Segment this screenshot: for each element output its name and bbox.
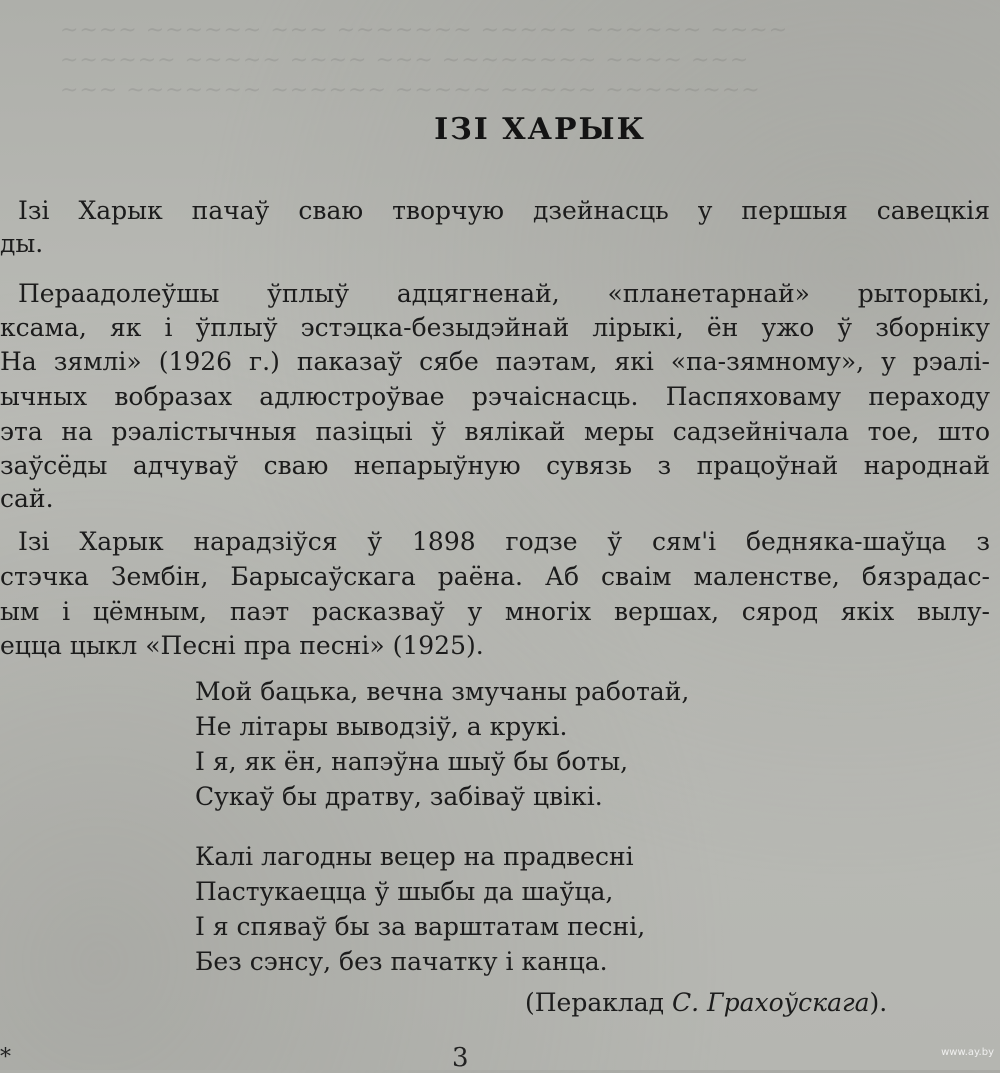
show-through-text: ~~~~~~ ~~~~~ ~~~~ ~~~ ~~~~~~~~ ~~~~ ~~~ (60, 48, 750, 73)
paragraph-3-line-4: ецца цыкл «Песні пра песні» (1925). (0, 631, 484, 660)
verse-line: І я, як ён, напэўна шыў бы боты, (195, 747, 629, 776)
paragraph-2-line-7: сай. (0, 484, 54, 513)
translation-credit (525, 988, 887, 1017)
page-title: ІЗІ ХАРЫК (434, 112, 646, 147)
watermark: www.ay.by (941, 1047, 994, 1058)
verse-line: Без сэнсу, без пачатку і канца. (195, 947, 608, 976)
credit-close: ). (869, 988, 888, 1017)
credit-open: (Пераклад (525, 988, 665, 1017)
paragraph-2-line-6: заўсёды адчуваў сваю непарыўную сувязь з працоўнай народнай (0, 451, 990, 480)
paragraph-1-line-1: Ізі Харык пачаў сваю творчую дзейнасць у першыя савецкія (18, 196, 990, 225)
verse-line: Мой бацька, вечна змучаны работай, (195, 677, 690, 706)
paragraph-2-line-5: эта на рэалістычныя пазіцыі ў вялікай меры садзейнічала тое, што (0, 417, 990, 446)
verse-line: Пастукаецца ў шыбы да шаўца, (195, 877, 614, 906)
verse-line: Сукаў бы дратву, забіваў цвікі. (195, 782, 603, 811)
paragraph-2-line-2: ксама, як і ўплыў эстэцка-безыдэйнай лірыкі, ён ужо ў зборніку (0, 313, 990, 342)
paragraph-3-line-2: стэчка Зембін, Барысаўскага раёна. Аб сваім маленстве, бязрадас- (0, 562, 990, 591)
paragraph-2-line-4: ычных вобразах адлюстроўвае рэчаіснасць. Паспяховаму пераходу (0, 382, 990, 411)
show-through-text: ~~~ ~~~~~~~ ~~~~~~ ~~~~~ ~~~~~ ~~~~~~~~ (60, 78, 761, 103)
page-number: 3 (452, 1043, 469, 1073)
signature-mark: * (0, 1045, 11, 1070)
paragraph-2-line-3: На зямлі» (1926 г.) паказаў сябе паэтам, які «па-зямному», у рэалі- (0, 347, 990, 376)
paragraph-1-line-2: ды. (0, 229, 44, 258)
paragraph-3-line-1: Ізі Харык нарадзіўся ў 1898 годзе ў сям'і бедняка-шаўца з (18, 527, 990, 556)
verse-line: І я спяваў бы за варштатам песні, (195, 912, 646, 941)
paragraph-3-line-3: ым і цёмным, паэт расказваў у многіх вершах, сярод якіх вылу- (0, 597, 990, 626)
credit-translator: С. Грахоўскага (672, 988, 870, 1017)
show-through-text: ~~~~ ~~~~~~ ~~~ ~~~~~~~ ~~~~~ ~~~~~~ ~~~~ (60, 18, 789, 43)
verse-line: Калі лагодны вецер на прадвесні (195, 842, 634, 871)
verse-line: Не літары выводзіў, а крукі. (195, 712, 568, 741)
paragraph-2-line-1: Пераадолеўшы ўплыў адцягненай, «планетарнай» рыторыкі, (18, 279, 990, 308)
